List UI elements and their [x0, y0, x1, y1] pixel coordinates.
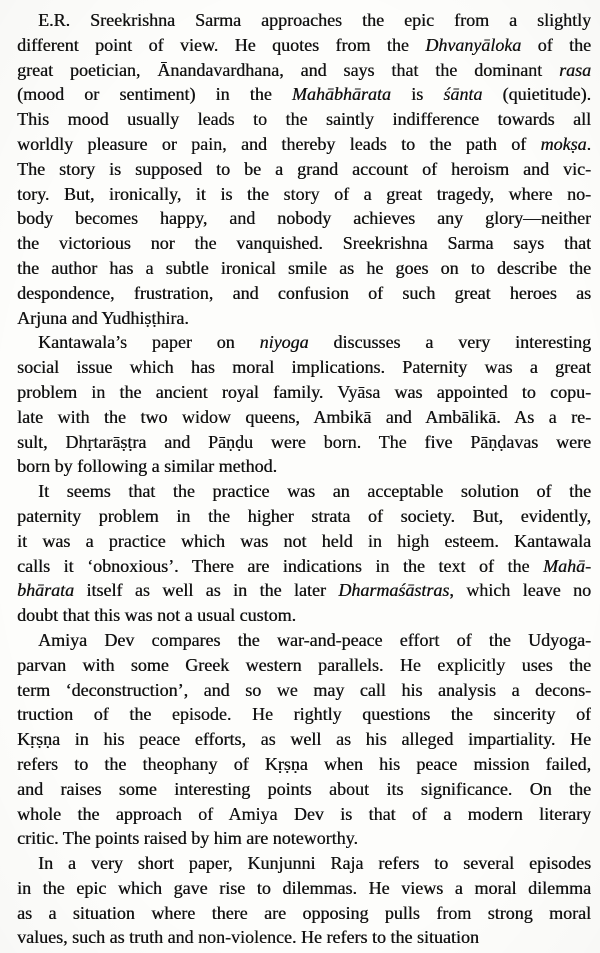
text-line — [17, 876, 591, 901]
text-run: , which leave no — [449, 580, 591, 601]
text-run: (mood or sentiment) in the — [17, 84, 292, 105]
text-line — [17, 107, 591, 132]
text-run: is — [390, 84, 444, 105]
text-run: Arjuna and Yudhiṣṭhira. — [17, 307, 189, 328]
text-line — [17, 231, 591, 256]
text-line — [17, 157, 591, 182]
text-line — [17, 430, 591, 455]
text-run: E.R. Sreekrishna Sarma approaches the epic from a slightly — [38, 10, 591, 30]
text-run: itself as well as in the later — [74, 580, 339, 601]
text-line — [17, 504, 591, 529]
paragraph — [17, 628, 591, 851]
text-line — [17, 727, 591, 752]
text-run: the author has a subtle ironical smile as he goes on to describe the — [17, 257, 591, 278]
text-run: of the — [521, 34, 591, 55]
text-line — [17, 901, 591, 926]
text-run: different point of view. He quotes from the — [17, 34, 426, 55]
text-line — [17, 925, 591, 950]
italic-text-run: rasa — [558, 59, 591, 80]
text-line — [17, 603, 591, 628]
text-line — [17, 454, 591, 479]
text-run: This mood usually leads to the saintly indifference towards all — [17, 109, 591, 130]
text-run: problem in the ancient royal family. Vyāsa was appointed to copu- — [17, 381, 591, 402]
text-run: Kantawala’s paper on — [38, 332, 260, 353]
text-run: (quietitude). — [482, 84, 591, 105]
italic-text-run: Mahābhārata — [291, 84, 391, 105]
text-run: term ‘deconstruction’, and so we may call his analysis a decons- — [17, 679, 591, 700]
text-run: refers to the theophany of Kṛṣṇa when his peace mission failed, — [17, 753, 591, 774]
text-run: late with the two widow queens, Ambikā and Ambālikā. As a re- — [17, 406, 591, 427]
text-run: the victorious nor the vanquished. Sreekrishna Sarma says that — [17, 233, 591, 254]
text-line — [17, 752, 591, 777]
text-run: sult, Dhṛtarāṣṭra and Pāṇḍu were born. The five Pāṇḍavas were — [17, 431, 591, 452]
text-run: calls it ‘obnoxious’. There are indications in the text of the — [17, 555, 543, 576]
italic-text-run: Dhvanyāloka — [425, 34, 522, 55]
text-line — [17, 256, 591, 281]
italic-text-run: mokṣa — [540, 133, 587, 154]
text-line — [17, 33, 591, 58]
text-line — [17, 132, 591, 157]
text-line — [17, 82, 591, 107]
paragraph — [17, 8, 591, 330]
text-run: Amiya Dev compares the war-and-peace effort of the Udyoga- — [38, 629, 591, 650]
paragraph — [17, 851, 591, 950]
text-run: whole the approach of Amiya Dev is that of a modern literary — [17, 803, 591, 824]
text-line — [17, 628, 591, 653]
text-run: parvan with some Greek western parallels. He explicitly uses the — [17, 654, 591, 675]
text-line — [17, 653, 591, 678]
text-line — [17, 479, 591, 504]
text-line — [17, 306, 591, 331]
text-line — [17, 777, 591, 802]
text-line — [17, 405, 591, 430]
text-line — [17, 678, 591, 703]
text-run: truction of the episode. He rightly questions the sincerity of — [17, 704, 591, 725]
text-line — [17, 529, 591, 554]
text-line — [17, 206, 591, 231]
page-text — [17, 8, 591, 950]
text-line — [17, 578, 591, 603]
text-run: body becomes happy, and nobody achieves any glory—neither — [17, 208, 591, 229]
text-run: doubt that this was not a usual custom. — [17, 605, 296, 626]
text-line — [17, 380, 591, 405]
text-run: critic. The points raised by him are noteworthy. — [17, 828, 358, 849]
text-line — [17, 702, 591, 727]
text-run: in the epic which gave rise to dilemmas. He views a moral dilemma — [17, 877, 591, 898]
text-line — [17, 58, 591, 83]
italic-text-run: bhārata — [17, 580, 75, 601]
text-line — [17, 554, 591, 579]
text-line — [17, 355, 591, 380]
text-run: In a very short paper, Kunjunni Raja refers to several episodes — [38, 853, 591, 874]
text-run: despondence, frustration, and confusion of such great heroes as — [17, 282, 591, 303]
text-run: tory. But, ironically, it is the story of a great tragedy, where no- — [17, 183, 591, 204]
text-run: and raises some interesting points about its significance. On the — [17, 778, 591, 799]
italic-text-run: Dharmaśāstras — [338, 580, 450, 601]
text-line — [17, 802, 591, 827]
text-line — [17, 281, 591, 306]
text-run: great poetician, Ānandavardhana, and says that the dominant — [17, 59, 559, 80]
italic-text-run: śānta — [443, 84, 483, 105]
text-run: The story is supposed to be a grand account of heroism and vic- — [17, 158, 591, 179]
text-run: discusses a very interesting — [308, 332, 591, 353]
text-run: . — [586, 133, 591, 154]
italic-text-run: niyoga — [259, 332, 309, 353]
text-line — [17, 330, 591, 355]
text-line — [17, 826, 591, 851]
italic-text-run: Mahā- — [543, 555, 591, 576]
text-line — [17, 182, 591, 207]
text-run: as a situation where there are opposing pulls from strong moral — [17, 902, 591, 923]
text-run: worldly pleasure or pain, and thereby leads to the path of — [17, 133, 541, 154]
text-run: born by following a similar method. — [17, 456, 277, 477]
text-run: paternity problem in the higher strata of society. But, evidently, — [17, 505, 591, 526]
paragraph — [17, 479, 591, 628]
text-run: Kṛṣṇa in his peace efforts, as well as his alleged impartiality. He — [17, 729, 591, 750]
text-run: values, such as truth and non-violence. He refers to the situation — [17, 927, 479, 948]
text-line — [17, 851, 591, 876]
text-run: it was a practice which was not held in high esteem. Kantawala — [17, 530, 591, 551]
text-line — [17, 8, 591, 33]
text-run: It seems that the practice was an acceptable solution of the — [38, 481, 591, 502]
text-run: social issue which has moral implications. Paternity was a great — [17, 357, 591, 378]
paragraph — [17, 330, 591, 479]
